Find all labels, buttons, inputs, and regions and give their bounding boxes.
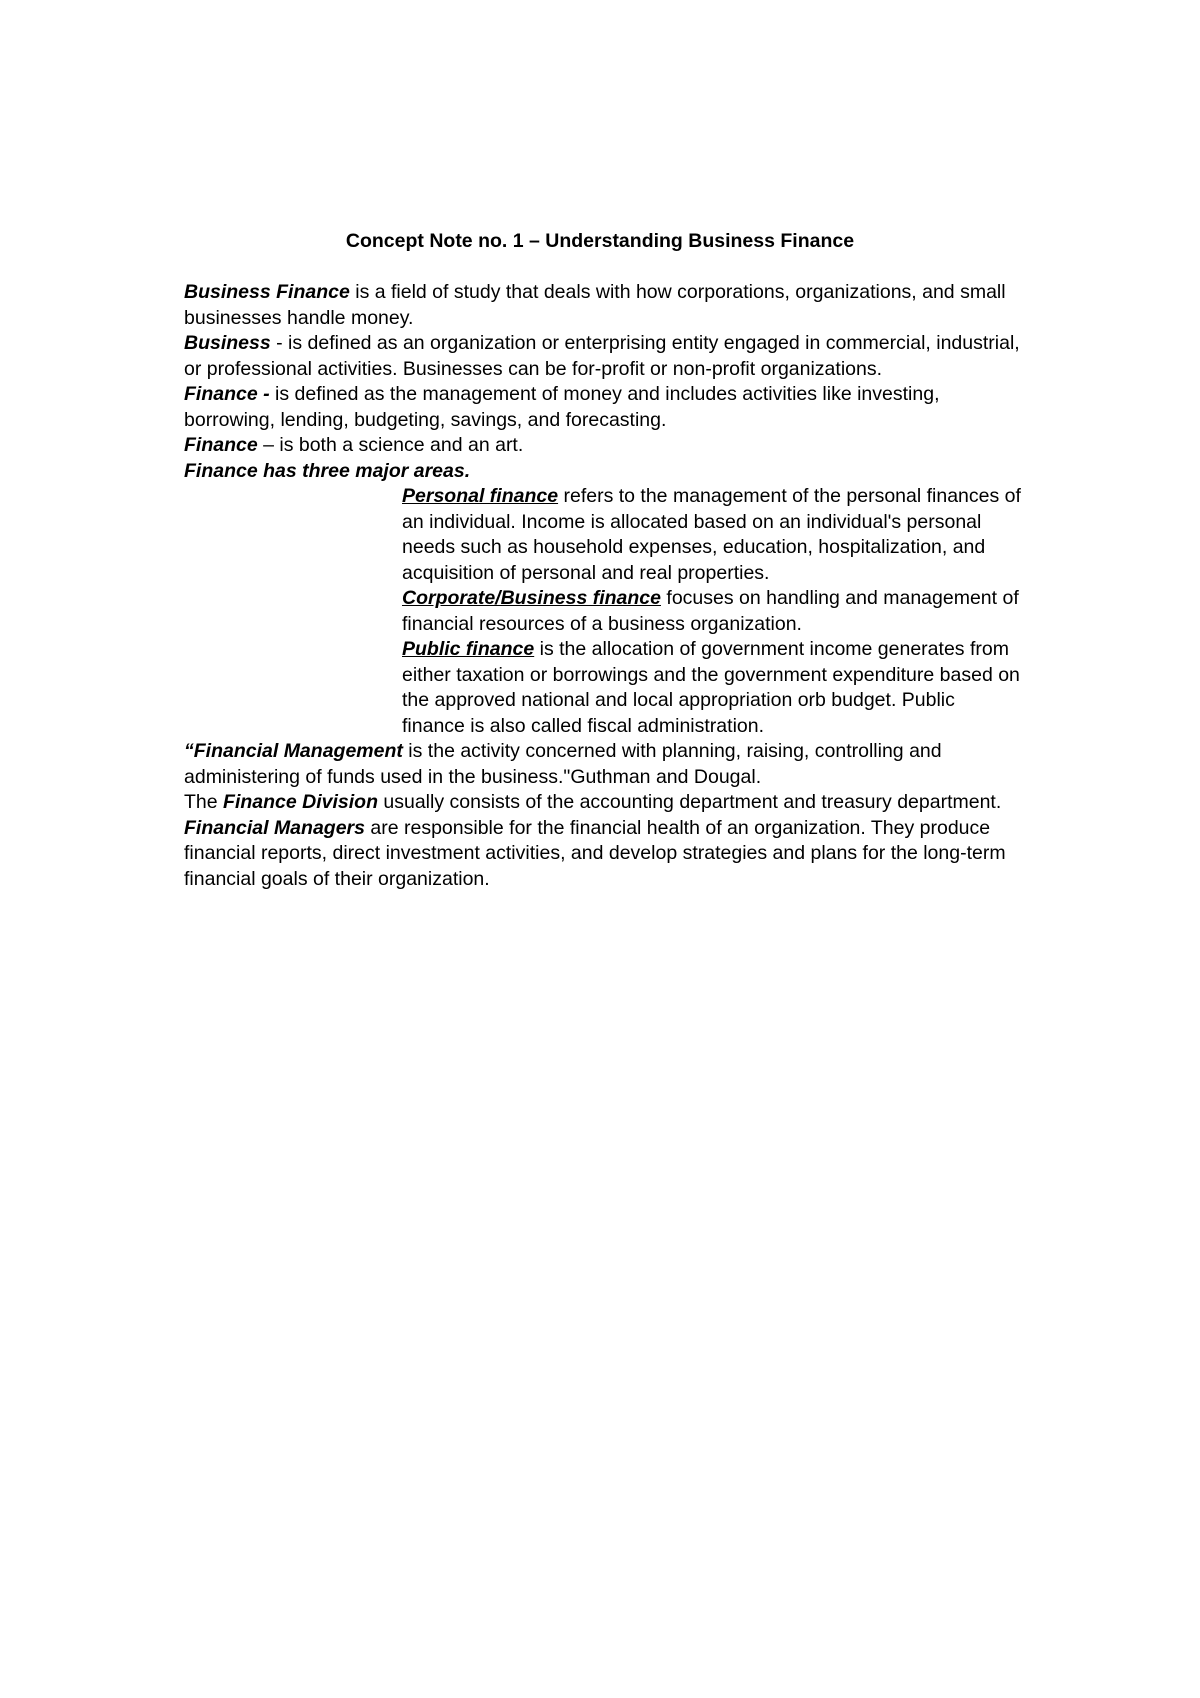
term: Finance — [184, 434, 258, 456]
area-term: Corporate/Business finance — [402, 587, 661, 609]
definition-text: - is defined as an organization or enterprising entity engaged in commercial, industrial, or professional activities. Businesses can be for-profit or non-profit organizations. — [184, 332, 1020, 380]
area-term: Personal finance — [402, 485, 559, 507]
areas-heading — [184, 459, 1024, 485]
definition-text: are responsible for the financial health of an organization. They produce financial reports, direct investment activities, and develop strategies and plans for the long-term financial goals of their organization. — [184, 816, 1006, 890]
area-personal-finance — [402, 484, 1022, 586]
definition-business-finance — [184, 280, 1024, 331]
finance-division — [184, 790, 1024, 816]
area-text: refers to the management of the personal finances of an individual. Income is allocated based on an individual's personal needs such as household expenses, education, hospitalization, and acquisition of personal and real properties. — [402, 485, 1021, 584]
term: Business — [184, 332, 271, 354]
page-title: Concept Note no. 1 – Understanding Business Finance — [345, 230, 855, 252]
financial-managers — [184, 816, 1024, 893]
term: Finance - — [184, 383, 270, 405]
term: Finance has three major areas. — [184, 459, 471, 482]
lead-text: The — [184, 791, 224, 813]
term: “Financial Management — [184, 740, 403, 762]
term: Business Finance — [184, 281, 350, 303]
area-text: focuses on handling and management of financial resources of a business organization. — [402, 587, 1019, 635]
definition-text: usually consists of the accounting department and treasury department. — [377, 791, 1002, 813]
definition-text: is the activity concerned with planning, raising, controlling and administering of funds used in the business."Guthman and Dougal. — [184, 740, 942, 788]
definition-text: is a field of study that deals with how corporations, organizations, and small businesses handle money. — [184, 281, 1006, 329]
definition-text: is defined as the management of money and includes activities like investing, borrowing, lending, budgeting, savings, and forecasting. — [184, 383, 940, 431]
document-body — [184, 280, 1024, 892]
definition-finance — [184, 382, 1024, 433]
term: Financial Managers — [184, 816, 365, 839]
area-public-finance — [402, 637, 1022, 739]
area-term: Public finance — [402, 638, 535, 660]
definition-finance-science-art — [184, 433, 1024, 459]
term: Finance Division — [223, 791, 378, 813]
area-text: is the allocation of government income generates from either taxation or borrowings and the government expenditure based on the approved national and local appropriation orb budget. Public finance is also called fiscal administration. — [402, 638, 1020, 737]
definition-business — [184, 331, 1024, 382]
definition-text: – is both a science and an art. — [257, 434, 524, 456]
financial-management-quote — [184, 739, 1024, 790]
area-corporate-finance — [402, 586, 1022, 637]
